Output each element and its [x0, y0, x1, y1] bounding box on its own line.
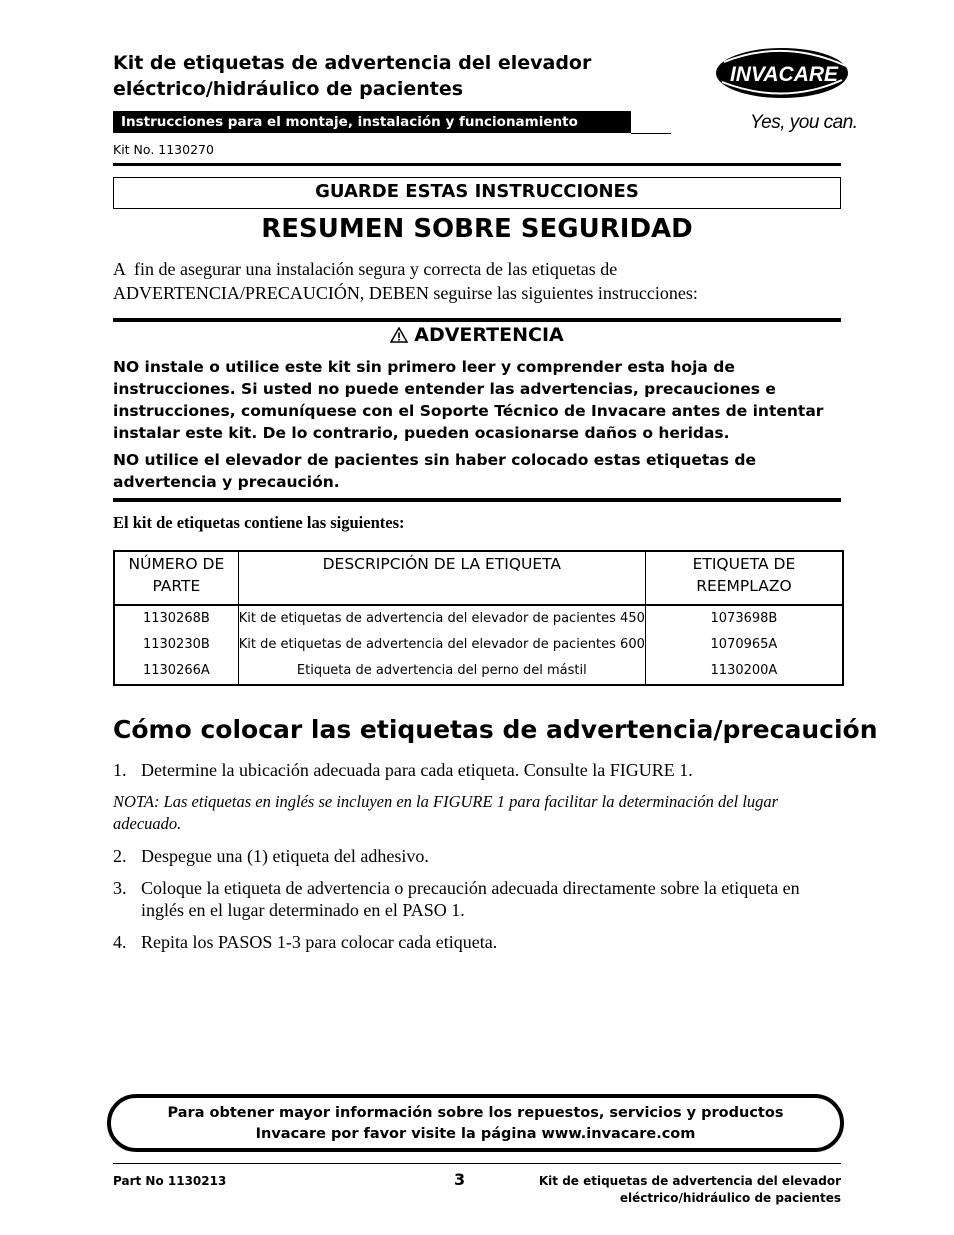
warning-heading [113, 322, 841, 348]
step-text: Despegue una (1) etiqueta del adhesivo. [141, 846, 429, 866]
cell-part-number: 1130230B [114, 632, 238, 658]
table-row [114, 632, 843, 658]
header-description: DESCRIPCIÓN DE LA ETIQUETA [238, 551, 645, 605]
step-item [113, 877, 841, 921]
step-number: 3. [113, 878, 127, 898]
warning-heading-text: ADVERTENCIA [414, 324, 564, 346]
warning-rule-bottom [113, 498, 841, 502]
warning-p1-text: instale o utilice este kit sin primero leer y comprender esta hoja de instrucciones. Si usted no puede entender las advertencias, precauciones e instrucciones, comuníquese con el Soporte Técnico de Invacare antes de intentar instalar este kit. De lo contrario, pueden ocasionarse daños o heridas. [113, 358, 824, 442]
cell-description: Etiqueta de advertencia del perno del mástil [238, 658, 645, 685]
document-title-line1: Kit de etiquetas de advertencia del elevador [113, 52, 592, 74]
tagline: Yes, you can. [750, 112, 858, 133]
cell-replacement: 1073698B [645, 605, 843, 632]
save-instructions-banner: GUARDE ESTAS INSTRUCCIONES [113, 177, 841, 209]
footer-title-line1: Kit de etiquetas de advertencia del elevador [538, 1174, 841, 1188]
logo-text: INVACARE [729, 63, 839, 86]
info-box-line1: Para obtener mayor información sobre los repuestos, servicios y productos [167, 1105, 784, 1121]
step-item [113, 845, 841, 867]
kit-number: Kit No. 1130270 [113, 142, 214, 157]
header-part-number [114, 551, 238, 605]
warning-p2-text: utilice el elevador de pacientes sin haber colocado estas etiquetas de advertencia y precaución. [113, 451, 756, 491]
step-number: 4. [113, 932, 127, 952]
header-part-number-line2: PARTE [152, 577, 201, 595]
header-rule [113, 163, 841, 166]
header-part-number-line1: NÚMERO DE [128, 555, 225, 573]
step-item [113, 931, 841, 953]
table-row [114, 605, 843, 632]
subtitle-rule [631, 133, 671, 134]
cell-replacement: 1130200A [645, 658, 843, 685]
intro-line2: ADVERTENCIA/PRECAUCIÓN, DEBEN seguirse las siguientes instrucciones: [113, 283, 698, 303]
safety-summary-heading: RESUMEN SOBRE SEGURIDAD [261, 214, 693, 244]
warning-paragraph-2 [113, 449, 841, 493]
intro-paragraph [113, 257, 813, 305]
info-box [107, 1094, 844, 1152]
cell-part-number: 1130266A [114, 658, 238, 685]
header-replacement-line1: ETIQUETA DE [692, 555, 796, 573]
document-subtitle: Instrucciones para el montaje, instalación y funcionamiento [113, 111, 631, 133]
header-replacement [645, 551, 843, 605]
table-header-row [114, 551, 843, 605]
intro-line1: A fin de asegurar una instalación segura y correcta de las etiquetas de [113, 259, 618, 279]
cell-part-number: 1130268B [114, 605, 238, 632]
info-box-line2: Invacare por favor visite la página www.invacare.com [255, 1126, 696, 1142]
document-title [113, 50, 693, 102]
note-paragraph: NOTA: Las etiquetas en inglés se incluyen en la FIGURE 1 para facilitar la determinación del lugar adecuado. [113, 792, 779, 833]
cell-description: Kit de etiquetas de advertencia del elevador de pacientes 600 [238, 632, 645, 658]
step-text: Determine la ubicación adecuada para cada etiqueta. Consulte la FIGURE 1. [141, 760, 693, 780]
warning-paragraph-1 [113, 356, 841, 444]
step-text: Coloque la etiqueta de advertencia o precaución adecuada directamente sobre la etiqueta en inglés en el lugar determinado en el PASO 1. [141, 878, 800, 920]
cell-replacement: 1070965A [645, 632, 843, 658]
footer-title [520, 1173, 841, 1207]
footer-part-number: Part No 1130213 [113, 1174, 227, 1188]
document-title-line2: eléctrico/hidráulico de pacientes [113, 78, 464, 100]
header-replacement-line2: REEMPLAZO [696, 577, 792, 595]
table-row [114, 658, 843, 685]
parts-table [113, 550, 844, 686]
warning-triangle-icon [390, 327, 408, 343]
howto-heading: Cómo colocar las etiquetas de advertencia/precaución [113, 715, 878, 744]
step-number: 2. [113, 846, 127, 866]
footer-title-line2: eléctrico/hidráulico de pacientes [619, 1191, 841, 1205]
kit-contents-label: El kit de etiquetas contiene las siguientes: [113, 513, 405, 532]
step-item [113, 759, 841, 781]
step-text: Repita los PASOS 1-3 para colocar cada etiqueta. [141, 932, 498, 952]
invacare-logo [714, 44, 854, 102]
step-number: 1. [113, 760, 127, 780]
cell-description: Kit de etiquetas de advertencia del elevador de pacientes 450 [238, 605, 645, 632]
warning-p1-lead: NO [113, 358, 140, 376]
footer-rule [113, 1163, 841, 1164]
page-number: 3 [454, 1170, 466, 1189]
warning-p2-lead: NO [113, 451, 140, 469]
